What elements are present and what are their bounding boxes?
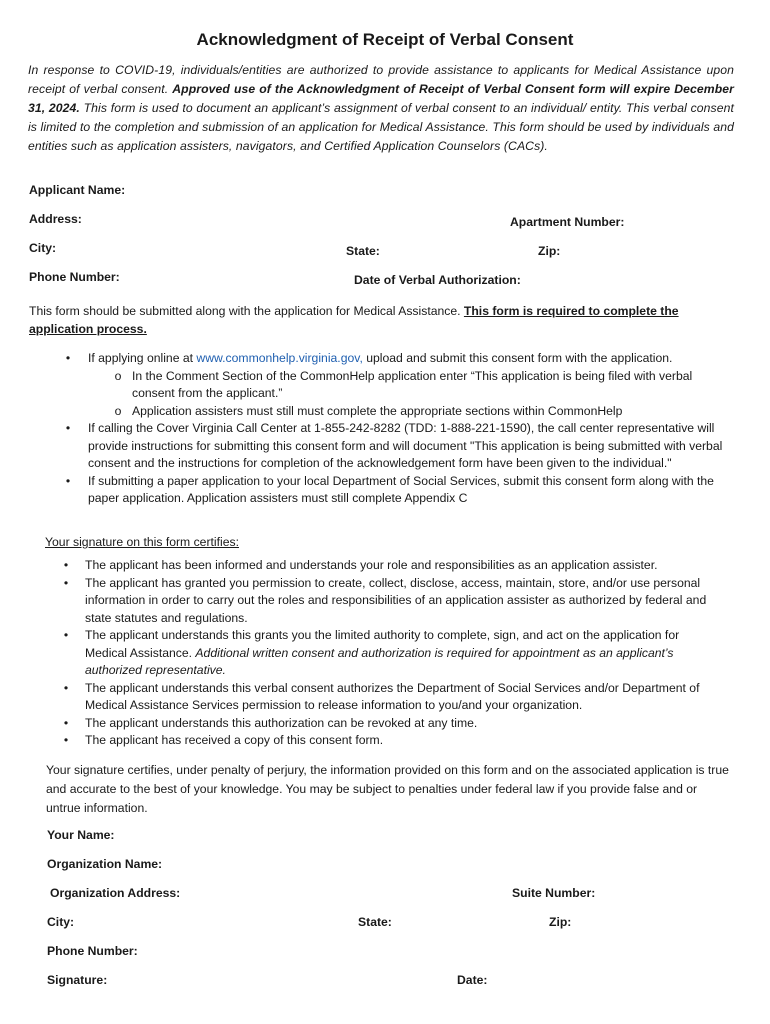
assister-phone-label: Phone Number: (47, 944, 138, 958)
suite-number-label: Suite Number: (512, 886, 596, 900)
required-note: This form is required to complete the application process. (29, 304, 679, 336)
signature-label: Signature: (47, 973, 108, 987)
call-center-text: If calling the Cover Virginia Call Center at 1-855-242-8282 (TDD: 1-888-221-1590), the call center representative will provide instructions for submitting this consent form and will document "This application is being submitted with verbal consent and the instructions for completion of the acknowledgement form have been given to the individual." (88, 421, 723, 470)
sub-bullet-icon: o (114, 368, 122, 383)
bullet-icon: • (65, 473, 71, 488)
instructions-list (58, 350, 726, 508)
address-label: Address: (29, 212, 82, 226)
list-item (56, 575, 724, 628)
apartment-number-label: Apartment Number: (510, 215, 625, 229)
certifies-list (56, 557, 724, 750)
bullet-icon: • (63, 558, 69, 572)
applicant-name-label: Applicant Name: (29, 183, 126, 197)
perjury-statement: Your signature certifies, under penalty of perjury, the information provided on this form and on the associated application is true and accurate to the best of your knowledge. You may be subject to penalties under federal law if you provide false and or untrue information. (46, 763, 729, 815)
list-item (58, 473, 726, 508)
bullet-icon: • (63, 628, 69, 642)
organization-address-label: Organization Address: (50, 886, 181, 900)
certify-item-text: The applicant understands this verbal consent authorizes the Department of Social Services and/or Department of Medical Assistance Services permission to release information to you/and your organization. (85, 680, 700, 712)
applicant-zip-label: Zip: (538, 244, 561, 258)
organization-name-label: Organization Name: (47, 857, 163, 871)
certify-item-text: The applicant understands this authorization can be revoked at any time. (85, 715, 478, 730)
assister-city-label: City: (47, 915, 75, 929)
intro-text-2: This form is used to document an applicant’s assignment of verbal consent to an individual/ entity. This verbal consent is limited to the completion and submission of an application for Medical Assistance. This form should be used by individuals and entities such as application assisters, navigators, and Certified Application Counselors (CACs). (28, 101, 734, 153)
bullet-icon: • (63, 680, 69, 695)
submission-note-text: This form should be submitted along with the application for Medical Assistance. (29, 304, 464, 318)
list-item (56, 680, 724, 715)
list-item (56, 557, 724, 575)
certify-item-text: The applicant has granted you permission to create, collect, disclose, access, maintain, store, and/or use personal information in order to carry out the roles and responsibilities of an application assister as authorized by federal and state statutes and regulations. (85, 575, 707, 625)
list-item (56, 715, 724, 733)
date-verbal-authorization-label: Date of Verbal Authorization: (354, 273, 521, 287)
paper-application-text: If submitting a paper application to your local Department of Social Services, submit this consent form along with the paper application. Application assisters must still complete Appendix C (88, 473, 714, 505)
sub-item-assisters: Application assisters must still must complete the appropriate sections within CommonHelp (132, 403, 623, 418)
intro-expiry-text: Approved use of the Acknowledgment of Receipt of Verbal Consent form will expire December 31, 2024. (28, 82, 734, 115)
bullet-icon: • (63, 733, 69, 747)
submission-note (29, 302, 719, 338)
list-item (56, 732, 724, 750)
bullet-icon: • (65, 421, 71, 435)
authorized-rep-note: Additional written consent and authorization is required for appointment as an applicant’s authorized representative. (85, 645, 674, 677)
bullet-icon: • (63, 575, 69, 590)
intro-text-1: In response to COVID-19, individuals/entities are authorized to provide assistance to applicants for Medical Assistance upon receipt of verbal consent. (28, 63, 734, 96)
online-text-post: upload and submit this consent form with the application. (362, 351, 673, 365)
list-item (58, 350, 726, 368)
assister-zip-label: Zip: (549, 915, 572, 929)
bullet-icon: • (63, 715, 69, 730)
applicant-city-label: City: (29, 241, 57, 255)
page-title: Acknowledgment of Receipt of Verbal Consent (196, 30, 574, 49)
applicant-phone-label: Phone Number: (29, 270, 120, 284)
certify-item-text: The applicant has been informed and understands your role and responsibilities as an application assister. (85, 558, 658, 572)
bullet-icon: • (65, 351, 71, 365)
date-label: Date: (457, 973, 488, 987)
certifies-heading: Your signature on this form certifies: (45, 535, 239, 549)
certify-item-text: The applicant understands this grants you the limited authority to complete, sign, and act on the application for Medical Assistance. (85, 628, 680, 660)
list-item (58, 403, 726, 421)
list-item (58, 368, 726, 403)
commonhelp-link[interactable]: www.commonhelp.virginia.gov, (196, 351, 363, 365)
sub-item-comment: In the Comment Section of the CommonHelp application enter “This application is being filed with verbal consent from the applicant.” (132, 368, 693, 400)
certify-item-text: The applicant has received a copy of this consent form. (85, 733, 384, 747)
intro-paragraph (28, 61, 734, 156)
online-text-pre: If applying online at (88, 351, 197, 365)
sub-bullet-icon: o (114, 403, 122, 418)
list-item (58, 420, 726, 473)
applicant-state-label: State: (346, 244, 380, 258)
your-name-label: Your Name: (47, 828, 115, 842)
list-item (56, 627, 724, 680)
assister-state-label: State: (358, 915, 392, 929)
